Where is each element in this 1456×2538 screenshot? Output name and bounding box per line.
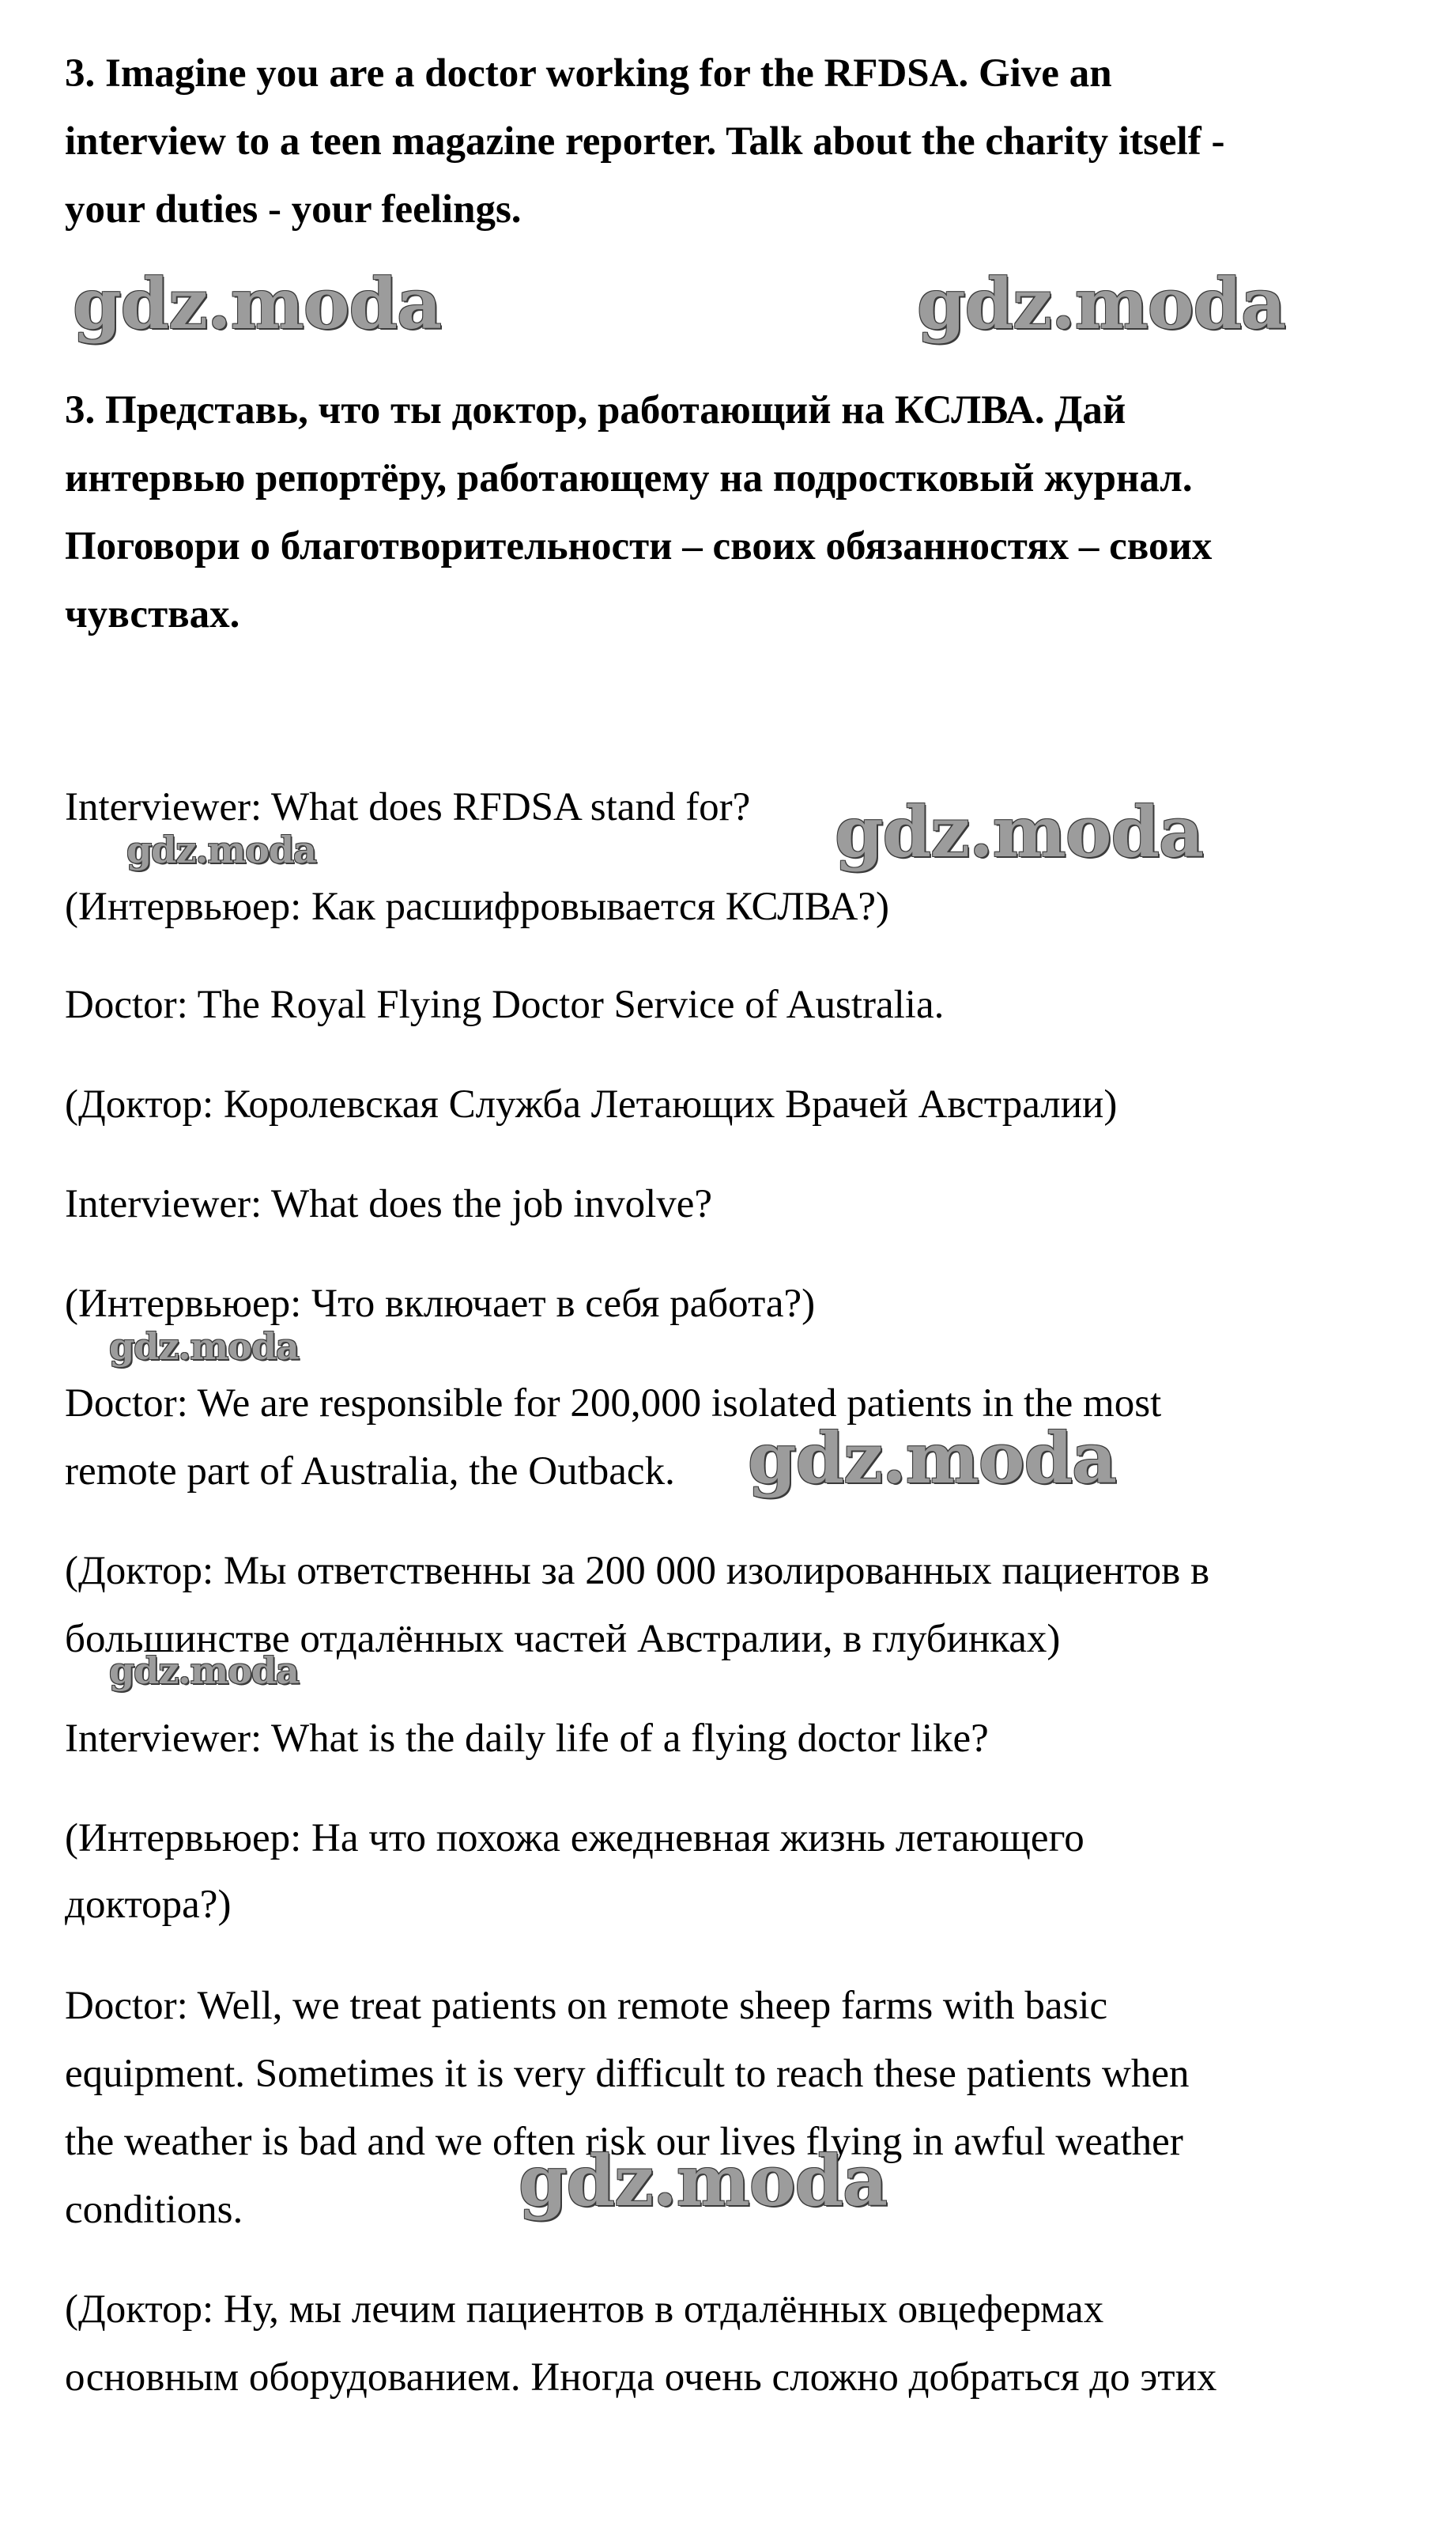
dialog-line: (Интервьюер: Что включает в себя работа?) bbox=[65, 1282, 816, 1326]
task-english-line: interview to a teen magazine reporter. Talk about the charity itself - bbox=[65, 119, 1225, 164]
dialog-line: (Интервьюер: На что похожа ежедневная жизнь летающего bbox=[65, 1816, 1084, 1860]
task-english bbox=[65, 40, 1401, 244]
watermark: gdz.moda bbox=[917, 262, 1286, 345]
dialog-line: (Интервьюер: Как расшифровывается КСЛВА?) bbox=[65, 885, 890, 929]
dialog-line: Doctor: We are responsible for 200,000 isolated patients in the most bbox=[65, 1381, 1162, 1426]
dialog-line: (Доктор: Ну, мы лечим пациентов в отдалённых овцефермах bbox=[65, 2287, 1104, 2332]
task-english-line: 3. Imagine you are a doctor working for the RFDSA. Give an bbox=[65, 51, 1112, 96]
watermark: gdz.moda bbox=[835, 791, 1204, 873]
dialog-line: Interviewer: What is the daily life of a flying doctor like? bbox=[65, 1717, 989, 1761]
dialog-line: the weather is bad and we often risk our lives flying in awful weather bbox=[65, 2120, 1183, 2164]
dialog-line: conditions. bbox=[65, 2188, 243, 2232]
dialog-line: Doctor: The Royal Flying Doctor Service of Australia. bbox=[65, 983, 945, 1027]
watermark: gdz.moda bbox=[748, 1417, 1117, 1499]
task-russian bbox=[65, 376, 1401, 648]
dialog-line: Interviewer: What does RFDSA stand for? bbox=[65, 785, 751, 829]
dialog-line: (Доктор: Мы ответственны за 200 000 изолированных пациентов в bbox=[65, 1549, 1210, 1593]
dialog-line: Interviewer: What does the job involve? bbox=[65, 1182, 713, 1226]
dialog-line: основным оборудованием. Иногда очень сложно добраться до этих bbox=[65, 2355, 1217, 2400]
dialog-line: (Доктор: Королевская Служба Летающих Врачей Австралии) bbox=[65, 1082, 1118, 1127]
dialog-line: большинстве отдалённых частей Австралии, в глубинках) bbox=[65, 1617, 1061, 1661]
task-russian-line: Поговори о благотворительности – своих обязанностях – своих bbox=[65, 524, 1213, 568]
watermark: gdz.moda bbox=[73, 262, 442, 345]
dialog-line: Doctor: Well, we treat patients on remote sheep farms with basic bbox=[65, 1984, 1108, 2028]
watermark: gdz.moda bbox=[126, 829, 316, 871]
task-english-line: your duties - your feelings. bbox=[65, 187, 522, 232]
task-russian-line: чувствах. bbox=[65, 592, 240, 636]
dialog-line: remote part of Australia, the Outback. bbox=[65, 1449, 675, 1494]
dialog-line: equipment. Sometimes it is very difficult to reach these patients when bbox=[65, 2052, 1190, 2096]
watermark: gdz.moda bbox=[519, 2140, 888, 2222]
task-russian-line: 3. Представь, что ты доктор, работающий на КСЛВА. Дай bbox=[65, 388, 1126, 432]
watermark: gdz.moda bbox=[109, 1649, 299, 1692]
dialog-line: доктора?) bbox=[65, 1883, 232, 1927]
watermark: gdz.moda bbox=[109, 1325, 299, 1368]
task-russian-line: интервью репортёру, работающему на подростковый журнал. bbox=[65, 456, 1193, 500]
